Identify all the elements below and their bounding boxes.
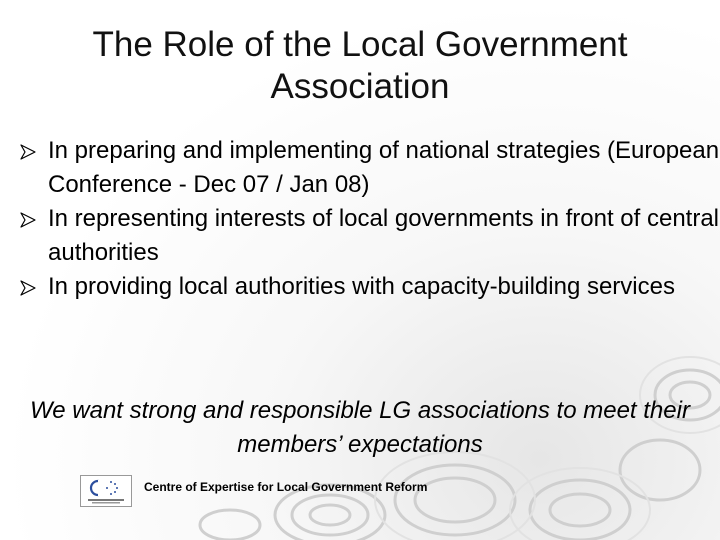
slide-title: The Role of the Local Government Association <box>92 25 628 106</box>
arrowhead-bullet-icon <box>20 280 36 296</box>
bullet-item <box>0 134 720 202</box>
bullet-item <box>0 202 720 270</box>
arrowhead-bullet-icon <box>20 212 36 228</box>
bullet-list <box>0 134 720 304</box>
arrowhead-bullet-icon <box>20 144 36 160</box>
bullet-text: In representing interests of local governments in front of central authorities <box>48 205 720 266</box>
footer-text: Centre of Expertise for Local Government Reform <box>144 480 428 494</box>
bullet-text: In preparing and implementing of national strategies (European Conference - Dec 07 / Jan 08) <box>48 137 720 198</box>
council-of-europe-logo <box>80 475 132 507</box>
slide-tagline: We want strong and responsible LG associations to meet their members’ expectations <box>30 397 690 458</box>
bullet-item <box>0 270 720 304</box>
bullet-text: In providing local authorities with capacity-building services <box>48 273 675 300</box>
